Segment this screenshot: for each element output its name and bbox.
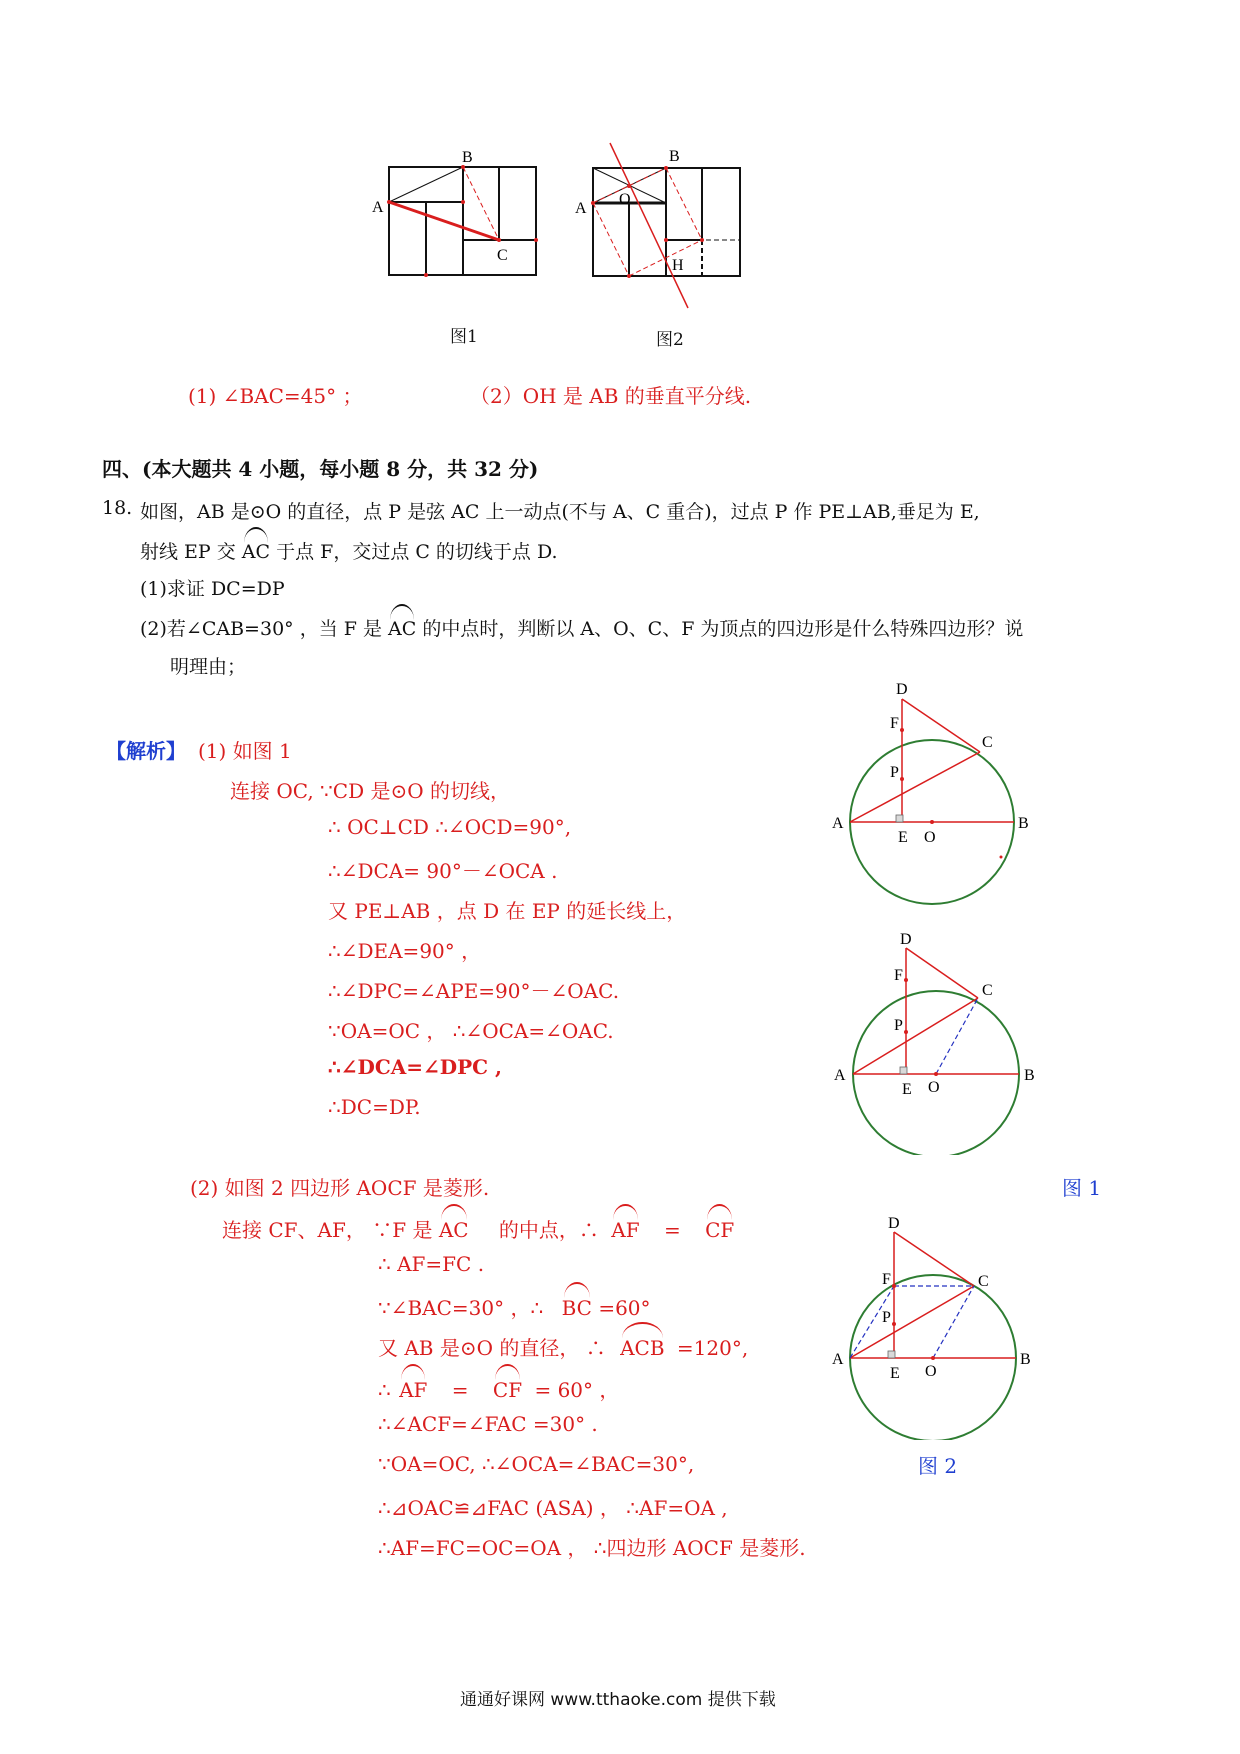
solution-line: ∴∠DCA= 90°－∠OCA .: [328, 859, 558, 883]
fig1-label-a: A: [372, 199, 384, 216]
top-figure-2: [565, 140, 765, 315]
section-heading: 四、(本大题共 4 小题，每小题 8 分，共 32 分): [102, 457, 539, 481]
solution-tag: 【解析】: [106, 739, 186, 763]
solution-part2-line-2: ∴ AF=FC .: [378, 1252, 485, 1276]
line-text: 的中点，∴: [498, 1218, 599, 1242]
arc-ac-label: AC: [242, 535, 270, 563]
fig2-label-b: B: [669, 148, 680, 165]
line-text: ∵∠BAC=30° ，∴: [378, 1296, 544, 1320]
solution-line: ∴ OC⊥CD ∴∠OCD=90°,: [328, 815, 572, 839]
solution-line: ∴AF=FC=OC=OA ， ∴四边形 AOCF 是菱形.: [378, 1536, 806, 1560]
solution-part2-head: (2) 如图 2 四边形 AOCF 是菱形.: [190, 1176, 490, 1200]
solution-line: ∴∠DPC=∠APE=90°－∠OAC.: [328, 979, 620, 1003]
line-text: ∴: [378, 1378, 391, 1402]
line-text: =120°,: [676, 1336, 749, 1360]
fig-b-label-d: D: [900, 931, 912, 948]
fig-c-label-e: E: [890, 1365, 900, 1382]
right-figure-caption-1: 图 1: [1062, 1176, 1102, 1200]
fig-c-label-b: B: [1020, 1351, 1031, 1368]
prev-answer-2: （2）OH 是 AB 的垂直平分线.: [470, 384, 752, 408]
fig-a-label-a: A: [832, 815, 844, 832]
solution-line: ∴⊿OAC≌⊿FAC (ASA) ， ∴AF=OA ,: [378, 1496, 728, 1520]
fig-a-label-f: F: [890, 715, 899, 732]
fig1-caption: 图1: [450, 327, 478, 347]
circle-figure-a: [820, 680, 1050, 905]
fig-b-label-e: E: [902, 1081, 912, 1098]
fig-a-label-c: C: [982, 734, 993, 751]
fig-c-label-p: P: [882, 1309, 891, 1326]
equals-sign: =: [663, 1218, 681, 1242]
fig-c-label-f: F: [882, 1271, 891, 1288]
fig2-caption: 图2: [656, 330, 684, 350]
arc-bc-label: BC: [562, 1290, 592, 1320]
solution-part1-head: (1) 如图 1: [198, 739, 292, 763]
fig-b-label-b: B: [1024, 1067, 1035, 1084]
solution-part2-line-4: [378, 1330, 748, 1361]
top-figure-1: [360, 150, 560, 320]
right-figure-caption-2: 图 2: [918, 1454, 958, 1478]
arc-cf-label: CF: [493, 1372, 522, 1402]
line-text: 连接 CF、AF， ∵F 是: [222, 1218, 433, 1242]
fig-a-label-b: B: [1018, 815, 1029, 832]
question-2-post: 的中点时，判断以 A、O、C、F 为顶点的四边形是什么特殊四边形？说: [422, 618, 1024, 640]
problem-line-2-post: 于点 F，交过点 C 的切线于点 D.: [276, 541, 558, 563]
question-1: (1)求证 DC=DP: [140, 578, 285, 600]
line-text: 又 AB 是⊙O 的直径， ∴: [378, 1336, 606, 1360]
problem-line-2: [140, 535, 558, 564]
fig2-label-h: H: [672, 257, 684, 274]
solution-part2-line-3: [378, 1290, 651, 1321]
fig-b-label-o: O: [928, 1079, 940, 1096]
problem-line-2-pre: 射线 EP 交: [140, 541, 236, 563]
fig-c-label-o: O: [925, 1363, 937, 1380]
arc-af-label: AF: [611, 1212, 639, 1242]
solution-part2-line-1: [222, 1212, 734, 1243]
question-2-continued: 明理由；: [170, 656, 247, 678]
solution-line: ∴∠DCA=∠DPC ,: [328, 1055, 503, 1079]
fig-a-label-o: O: [924, 829, 936, 846]
problem-number: 18.: [102, 497, 133, 519]
fig-a-label-d: D: [896, 681, 908, 698]
fig-c-label-c: C: [978, 1273, 989, 1290]
fig-b-label-p: P: [894, 1017, 903, 1034]
solution-line: ∵OA=OC ， ∴∠OCA=∠OAC.: [328, 1019, 614, 1043]
solution-line: ∵OA=OC, ∴∠OCA=∠BAC=30°,: [378, 1452, 695, 1476]
line-text: = 60° ，: [534, 1378, 620, 1402]
arc-acb-label: ACB: [620, 1330, 664, 1360]
equals-sign: =: [451, 1378, 469, 1402]
arc-ac-label: AC: [439, 1212, 469, 1242]
fig-b-label-f: F: [894, 967, 903, 984]
line-text: =60°: [598, 1296, 651, 1320]
solution-line: 连接 OC, ∵CD 是⊙O 的切线，: [230, 779, 510, 803]
problem-line-1: 如图，AB 是⊙O 的直径，点 P 是弦 AC 上一动点(不与 A、C 重合)，过点 P 作 PE⊥AB,垂足为 E,: [140, 501, 980, 523]
fig-c-label-d: D: [888, 1215, 900, 1232]
fig-a-label-e: E: [898, 829, 908, 846]
page-footer: 通通好课网 www.tthaoke.com 提供下载: [460, 1690, 776, 1710]
fig1-label-c: C: [497, 247, 508, 264]
fig2-label-o: O: [619, 191, 631, 208]
question-2-pre: (2)若∠CAB=30° ，当 F 是: [140, 618, 382, 640]
arc-cf-label: CF: [705, 1212, 734, 1242]
circle-figure-c: [820, 1210, 1050, 1440]
fig-b-label-c: C: [982, 982, 993, 999]
solution-line: 又 PE⊥AB ，点 D 在 EP 的延长线上，: [328, 899, 687, 923]
fig-a-label-p: P: [890, 764, 899, 781]
prev-answer-1: (1) ∠BAC=45° ；: [188, 384, 363, 408]
fig1-label-b: B: [462, 150, 473, 166]
arc-af-label: AF: [399, 1372, 427, 1402]
solution-part2-line-5: [378, 1372, 619, 1403]
solution-line: ∴∠ACF=∠FAC =30° .: [378, 1412, 598, 1436]
arc-ac-label: AC: [388, 612, 416, 640]
fig-c-label-a: A: [832, 1351, 844, 1368]
question-2: [140, 612, 1023, 641]
solution-line: ∴∠DEA=90° ，: [328, 939, 482, 963]
fig-b-label-a: A: [834, 1067, 846, 1084]
circle-figure-b: [820, 930, 1050, 1155]
fig2-label-a: A: [575, 200, 587, 217]
solution-line: ∴DC=DP.: [328, 1095, 421, 1119]
